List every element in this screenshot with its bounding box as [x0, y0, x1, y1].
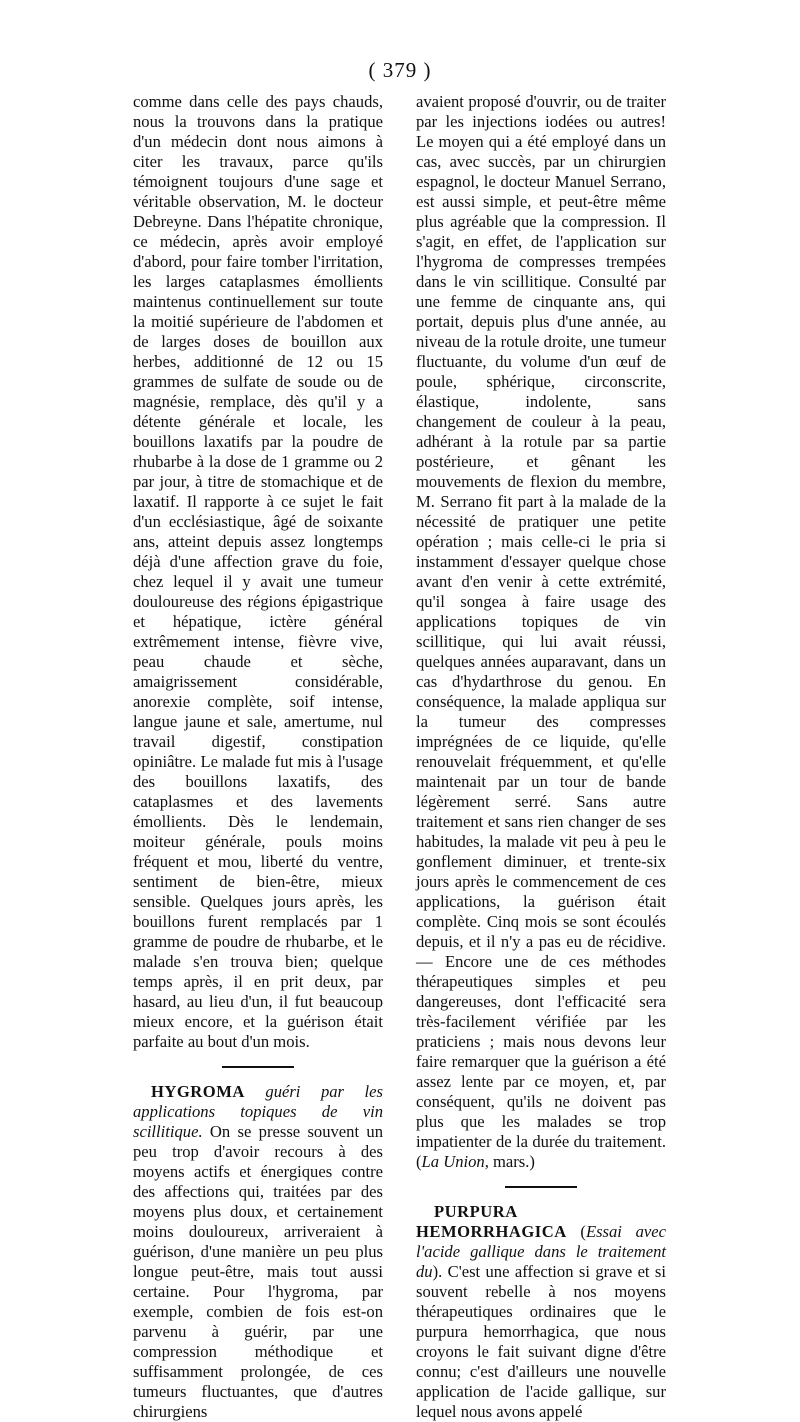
heading-hygroma-subtitle: guéri par les applications topiques de vin scillitique. [133, 1082, 383, 1141]
paragraph-serrano-body: avaient proposé d'ouvrir, ou de traiter par les injections iodées ou autres! Le moyen qui a été employé dans un cas, avec succès, par un chirurgien espagnol, le docteur Manuel Serrano, est aussi simple, et peut-être même plus agréable que la compression. Il s'agit, en effet, de l'application sur l'hygroma de compresses trempées dans le vin scillitique. Consulté par une femme de cinquante ans, qui portait, depuis plus d'une année, au niveau de la rotule droite, une tumeur fluctuante, du volume d'un œuf de poule, sphérique, circonscrite, élastique, indolente, sans changement de couleur à la peau, adhérant à la rotule par sa partie postérieure, et gênant les mouvements de flexion du membre, M. Serrano fit part à la malade de la nécessité de pratiquer une petite opération ; mais celle-ci le pria si instamment d'essayer quelque chose avant d'en venir à cette extrémité, qu'il songea à faire usage des applications topiques de vin scillitique, qui lui avait réussi, quelques années auparavant, dans un cas d'hydarthrose du genou. En conséquence, la malade appliqua sur la tumeur des compresses imprégnées de ce liquide, qu'elle renouvelait fréquemment, et qu'elle maintenait par un tour de bande légèrement serré. Sans autre traitement et sans rien changer de ses habitudes, la malade vit peu à peu le gonflement diminuer, et trente-six jours après le commencement de ces applications, la guérison était complète. Cinq mois se sont écoulés depuis, et il n'y a pas eu de récidive. — Encore une de ces méthodes thérapeutiques simples et peu dangereuses, dont l'efficacité sera très-facilement vérifiée par les praticiens ; mais nous devons leur faire remarquer que la guérison a été assez lente par ce moyen, et, par conséquent, qu'ils ne doivent pas plus que les malades se trop impatienter de la durée du traitement. ( [416, 92, 666, 1171]
left-column [133, 92, 383, 1422]
paragraph-hepatite: comme dans celle des pays chauds, nous la trouvons dans la pratique d'un médecin dont nous aimons à citer les travaux, parce qu'ils témoignent toujours d'une sage et véritable observation, M. le docteur Debreyne. Dans l'hépatite chronique, ce médecin, après avoir employé d'abord, pour faire tomber l'irritation, les larges cataplasmes émollients maintenus continuellement sur toute la moitié supérieure de l'abdomen et de larges doses de bouillon aux herbes, additionné de 12 ou 15 grammes de sulfate de soude ou de magnésie, remplace, dès qu'il y a détente générale et locale, les bouillons laxatifs par la poudre de rhubarbe à la dose de 1 gramme ou 2 par jour, à titre de stomachique et de laxatif. Il rapporte à ce sujet le fait d'un ecclésiastique, âgé de soixante ans, atteint depuis assez longtemps déjà d'une affection grave du foie, chez lequel il y avait une tumeur douloureuse des régions épigastrique et hépatique, ictère général extrêmement intense, fièvre vive, peau chaude et sèche, amaigrissement considérable, anorexie complète, soif intense, langue jaune et sale, amertume, nul travail digestif, constipation opiniâtre. Le malade fut mis à l'usage des bouillons laxatifs, des cataplasmes et des lavements émollients. Dès le lendemain, moiteur générale, pouls moins fréquent et mou, liberté du ventre, sentiment de bien-être, mieux sensible. Quelques jours après, les bouillons furent remplacés par 1 gramme de poudre de rhubarbe, et le malade s'en trouva bien; quelque temps après, il en prit deux, par hasard, au lieu d'un, il fut beaucoup mieux encore, et la guérison était parfaite au bout d'un mois. [133, 92, 383, 1051]
paragraph-hygroma-body: On se presse souvent un peu trop d'avoir recours à des moyens actifs et énergiques contre des affections qui, traitées par des moyens plus doux, et certainement moins douloureux, arriveraient à guérison, d'une manière un peu plus longue peut-être, mais tout aussi certaine. Pour l'hygroma, par exemple, combien de fois est-on parvenu à guérir, par une compression méthodique et suffisamment prolongée, de ces tumeurs fluctuantes, que d'autres chirurgiens [133, 1122, 383, 1421]
paragraph-hygroma [133, 1082, 383, 1422]
paragraph-purpura [416, 1202, 666, 1422]
section-separator [505, 1186, 577, 1188]
heading-purpura-open: ( [566, 1222, 586, 1241]
heading-hygroma: HYGROMA [151, 1082, 245, 1101]
source-citation-tail: , mars.) [484, 1152, 535, 1171]
heading-purpura: PURPURA HEMORRHAGICA [416, 1202, 567, 1241]
paragraph-serrano [416, 92, 666, 1172]
source-citation: La Union [421, 1152, 485, 1171]
section-separator [222, 1066, 294, 1068]
page-number: ( 379 ) [368, 58, 432, 82]
heading-purpura-subtitle: Essai avec l'acide gallique dans le traitement du [416, 1222, 666, 1281]
right-column [416, 92, 666, 1422]
paragraph-purpura-body: ). C'est une affection si grave et si souvent rebelle à nos moyens thérapeutiques ordinaires que le purpura hemorrhagica, que nous croyons le fait suivant digne d'être connu; c'est d'ailleurs une nouvelle application de l'acide gallique, sur lequel nous avons appelé [416, 1262, 666, 1421]
